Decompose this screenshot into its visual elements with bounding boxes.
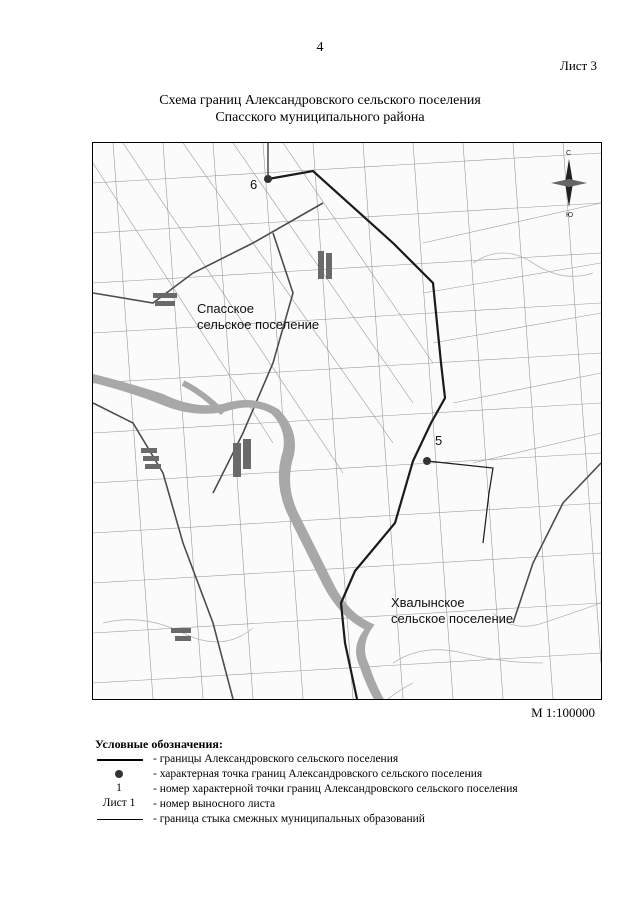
compass-north: С: [566, 150, 572, 157]
map-canvas: [93, 143, 601, 699]
page-number: 4: [316, 40, 324, 55]
legend-text: - номер характерной точки границ Александровского сельского поселения: [153, 783, 518, 795]
legend-symbol-dot: [95, 768, 143, 782]
legend-symbol-sheet: Лист 1: [102, 797, 136, 809]
khvalynskoe-label-line-2: сельское поселение: [391, 611, 514, 626]
boundary-point-6-label: 6: [250, 177, 258, 192]
boundary-point-6-dot: [264, 175, 272, 183]
spasskoe-label-line-2: сельское поселение: [197, 317, 320, 332]
legend-item-boundary: [95, 753, 615, 767]
sheet-label: Лист 3: [560, 58, 597, 73]
legend-text: - номер выносного листа: [153, 798, 276, 810]
map-scale: М 1:100000: [531, 705, 595, 720]
boundary-point-5-label: 5: [435, 433, 443, 448]
legend-item-point: [95, 768, 615, 782]
compass-rose-icon: [551, 150, 587, 219]
compass-south: Ю: [566, 212, 574, 219]
map-title-line-2: Спасского муниципального района: [215, 110, 425, 125]
legend-item-sheet: [95, 798, 615, 812]
boundary-point-5-dot: [423, 457, 431, 465]
map-title: [0, 92, 640, 126]
legend-text: - граница стыка смежных муниципальных образований: [153, 813, 425, 825]
legend-item-point-number: [95, 783, 615, 797]
legend-symbol-thin-line: [95, 813, 143, 827]
map-frame: [92, 142, 602, 700]
khvalynskoe-label-line-1: Хвалынское: [391, 595, 465, 610]
legend-item-junction: [95, 813, 615, 827]
river: [93, 375, 393, 699]
map-title-line-1: Схема границ Александровского сельского поселения: [159, 93, 481, 108]
legend-symbol-number: 1: [116, 782, 122, 794]
legend-symbol-thick-line: [95, 753, 143, 767]
legend-text: - характерная точка границ Александровского сельского поселения: [153, 768, 483, 780]
legend-title: Условные обозначения:: [95, 737, 223, 751]
spasskoe-label-line-1: Спасское: [197, 301, 254, 316]
legend-text: - границы Александровского сельского поселения: [153, 753, 399, 765]
